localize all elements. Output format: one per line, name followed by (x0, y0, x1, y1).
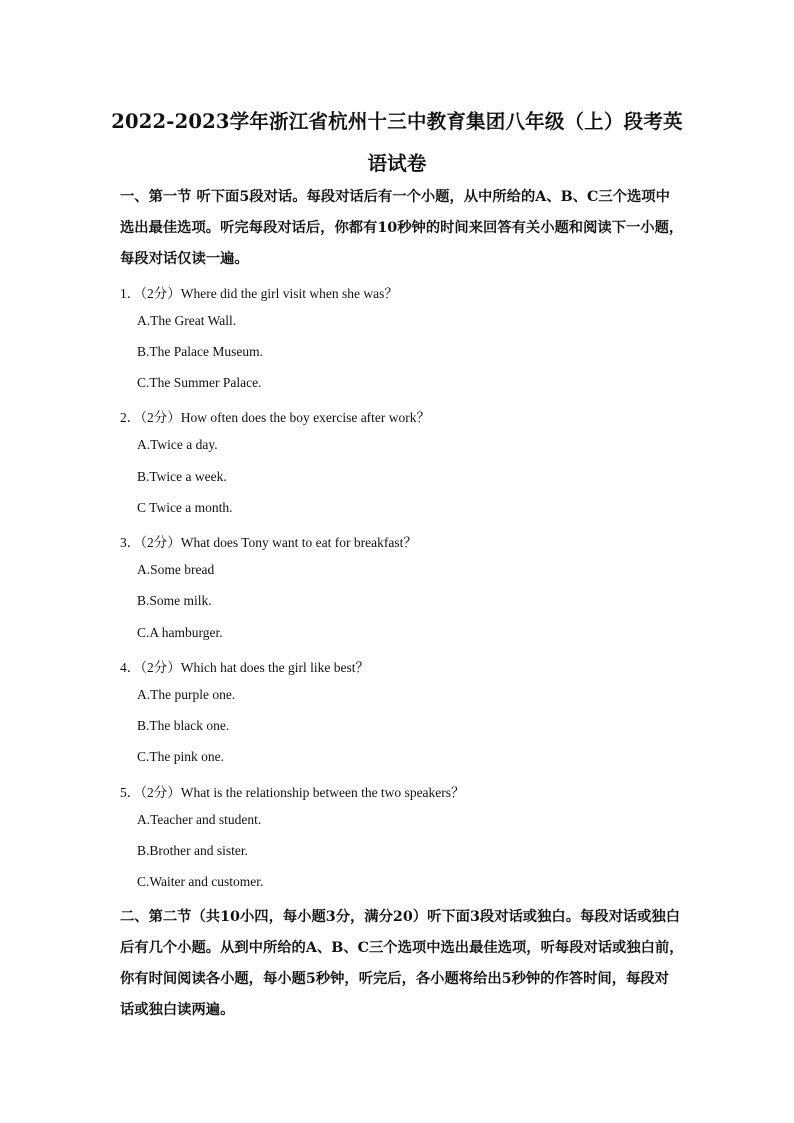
question-5-option-c: C.Waiter and customer. (137, 874, 264, 889)
question-2-option-b: B.Twice a week. (137, 469, 227, 484)
question-5-option-a: A.Teacher and student. (137, 812, 262, 827)
page-title-continued: 语试卷 (367, 152, 427, 175)
question-4-stem: 4．（2分）Which hat does the girl like best？ (120, 660, 369, 675)
section2-instructions-line: 话或独白读两遍。 (120, 1002, 235, 1018)
question-5-stem: 5．（2分）What is the relationship between the two speakers？ (120, 785, 465, 800)
question-3-stem: 3．（2分）What does Tony want to eat for breakfast？ (120, 535, 417, 550)
section2-instructions-line: 后有几个小题。从到中所给的A、B、C三个选项中选出最佳选项，听每段对话或独白前， (120, 940, 684, 956)
question-1-option-b: B.The Palace Museum. (137, 344, 263, 359)
question-3-option-c: C.A hamburger. (137, 625, 223, 640)
section2-instructions-line: 你有时间阅读各小题，每小题5秒钟，听完后，各小题将给出5秒钟的作答时间，每段对 (120, 971, 669, 987)
question-2-option-a: A.Twice a day. (137, 437, 218, 452)
question-3-option-a: A.Some bread (137, 562, 215, 577)
section1-instructions-line: 每段对话仅读一遍。 (120, 251, 249, 267)
question-5-option-b: B.Brother and sister. (137, 843, 248, 858)
question-1-option-a: A.The Great Wall. (137, 313, 237, 328)
section1-instructions-line: 选出最佳选项。听完每段对话后，你都有10秒钟的时间来回答有关小题和阅读下一小题， (120, 220, 684, 236)
question-1-stem: 1．（2分）Where did the girl visit when she was？ (120, 286, 398, 301)
section1-instructions-line: 一、第一节 听下面5段对话。每段对话后有一个小题，从中所给的A、B、C三个选项中 (120, 189, 670, 205)
question-4-option-b: B.The black one. (137, 718, 230, 733)
question-1-option-c: C.The Summer Palace. (137, 375, 262, 390)
section2-instructions-line: 二、第二节（共10小四，每小题3分，满分20）听下面3段对话或独白。每段对话或独白 (120, 909, 681, 925)
question-3-option-b: B.Some milk. (137, 593, 212, 608)
question-2-stem: 2．（2分）How often does the boy exercise after work？ (120, 410, 431, 425)
question-4-option-c: C.The pink one. (137, 749, 224, 764)
question-2-option-c: C Twice a month. (137, 500, 233, 515)
question-4-option-a: A.The purple one. (137, 687, 236, 702)
page-title: 2022-2023学年浙江省杭州十三中教育集团八年级（上）段考英 (111, 110, 683, 133)
